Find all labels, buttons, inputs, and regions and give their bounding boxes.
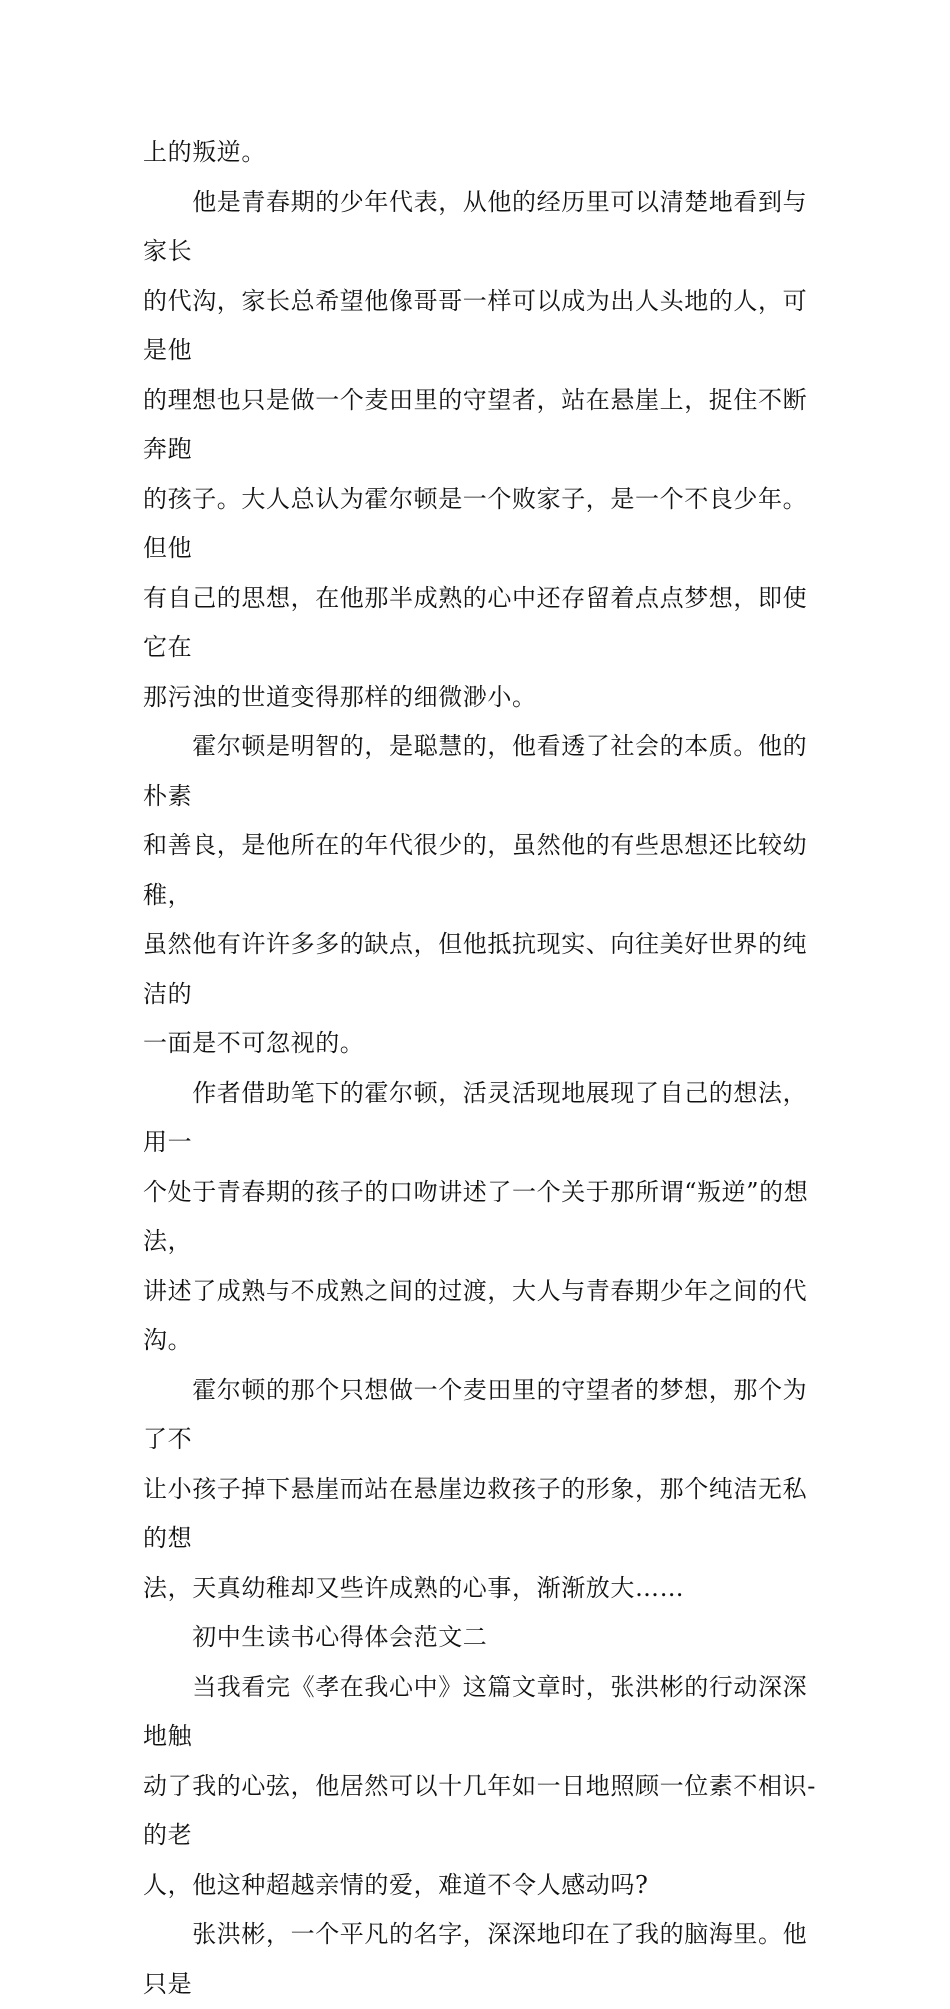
paragraph-holden-youth: 他是青春期的少年代表，从他的经历里可以清楚地看到与家长 的代沟，家长总希望他像哥哥一样可以成为出人头地的人，可是他 的理想也只是做一个麦田里的守望者，站在悬崖上，捉住不断奔跑 的孩子。大人总认为霍尔顿是一个败家子，是一个不良少年。但他 有自己的思想，在他那半成熟的心中还存留着点点梦想，即使它在 那污浊的世道变得那样的细微渺小。 (143, 187, 808, 711)
section-heading: 初中生读书心得体会范文二 (143, 1623, 488, 1651)
paragraph-holden-wise: 霍尔顿是明智的，是聪慧的，他看透了社会的本质。他的朴素 和善良，是他所在的年代很少的，虽然他的有些思想还比较幼稚， 虽然他有许许多多的缺点，但他抵抗现实、向往美好世界的纯洁的 一面是不可忽视的。 (143, 732, 808, 1057)
paragraph-zhang-hongbin: 张洪彬，一个平凡的名字，深深地印在了我的脑海里。他只是 (143, 1920, 808, 1998)
paragraph-filial-piety: 当我看完《孝在我心中》这篇文章时，张洪彬的行动深深地触 动了我的心弦，他居然可以十几年如一日地照顾一位素不相识-的老 人，他这种超越亲情的爱，难道不令人感动吗? (143, 1672, 816, 1899)
document-body (143, 128, 823, 2009)
paragraph-continuation: 上的叛逆。 (143, 138, 266, 166)
paragraph-author-view: 作者借助笔下的霍尔顿，活灵活现地展现了自己的想法，用一 个处于青春期的孩子的口吻讲述了一个关于那所谓“叛逆”的想法， 讲述了成熟与不成熟之间的过渡，大人与青春期少年之间的代沟。 (143, 1078, 809, 1354)
paragraph-catcher-dream: 霍尔顿的那个只想做一个麦田里的守望者的梦想，那个为了不 让小孩子掉下悬崖而站在悬崖边救孩子的形象，那个纯洁无私的想 法，天真幼稚却又些许成熟的心事，渐渐放大…… (143, 1375, 808, 1602)
